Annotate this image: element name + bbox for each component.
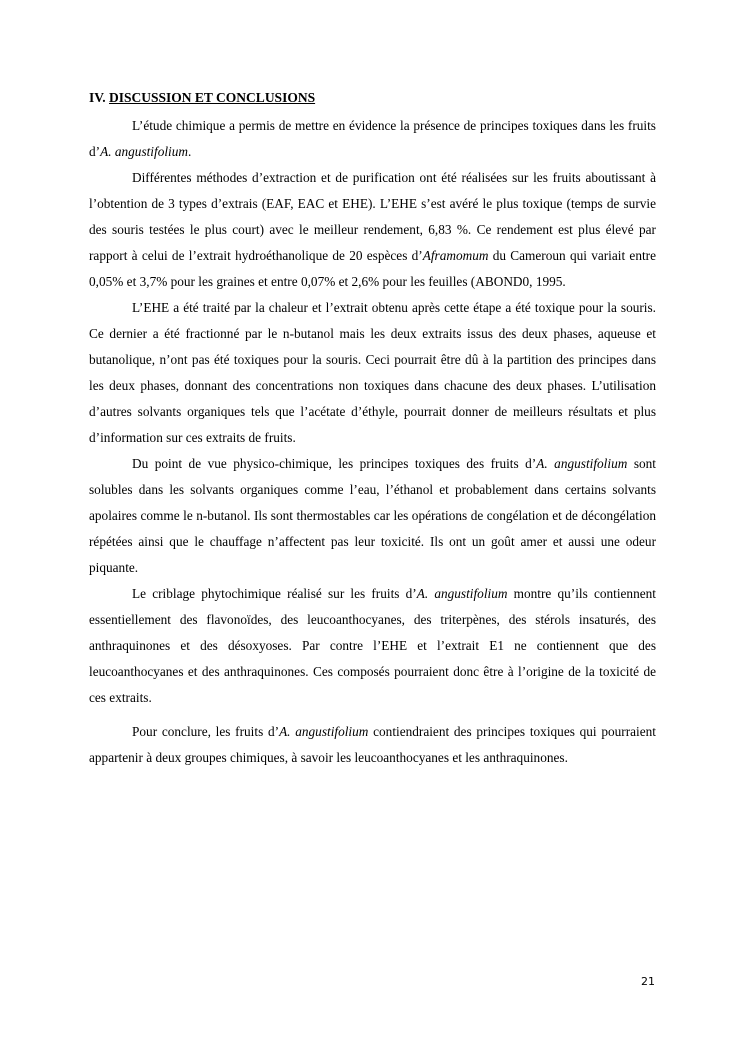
paragraph-physico-chemical <box>89 451 656 581</box>
text-run: Le criblage phytochimique réalisé sur les fruits d’ <box>132 586 417 601</box>
text-run: Pour conclure, les fruits d’ <box>132 724 280 739</box>
species-name-italic: A. angustifolium <box>100 144 188 159</box>
text-run: . <box>188 144 192 159</box>
page-number: 21 <box>641 975 655 988</box>
paragraph-phytochemical-screening <box>89 581 656 711</box>
species-name-italic: A. angustifolium <box>536 456 628 471</box>
page-body <box>89 87 656 771</box>
paragraph-conclusion <box>89 719 656 771</box>
section-heading <box>89 87 656 109</box>
text-run: L’étude chimique a permis de mettre en évidence la présence de principes toxiques dans les fruits d’ <box>89 118 656 159</box>
section-title: DISCUSSION ET CONCLUSIONS <box>109 90 316 105</box>
species-name-italic: A. angustifolium <box>416 586 508 601</box>
section-number: IV. <box>89 90 110 105</box>
species-name-italic: Aframomum <box>422 248 489 263</box>
text-run: Du point de vue physico-chimique, les principes toxiques des fruits d’ <box>132 456 537 471</box>
paragraph-chemical-study <box>89 113 656 165</box>
paragraph-extraction-methods <box>89 165 656 295</box>
text-run: contiendraient des principes toxiques qui pourraient appartenir à deux groupes chimiques, à savoir les leucoanthocyanes et les anthraquinones. <box>89 724 656 765</box>
text-run: du Cameroun qui variait entre 0,05% et 3,7% pour les graines et entre 0,07% et 2,6% pour les feuilles (ABOND0, 1995. <box>89 248 656 289</box>
paragraph-heat-treatment <box>89 295 656 451</box>
text-run: L’EHE a été traité par la chaleur et l’extrait obtenu après cette étape a été toxique pour la souris. Ce dernier a été fractionné par le n-butanol mais les deux extraits issus des deux phases, aqueuse et butanolique, n’ont pas été toxiques pour la souris. Ceci pourrait être dû à la partition des principes dans les deux phases, donnant des concentrations non toxiques dans chacune des deux phases. L’utilisation d’autres solvants organiques tels que l’acétate d’éthyle, pourrait donner de meilleurs résultats et plus d’information sur ces extraits de fruits. <box>89 300 656 445</box>
species-name-italic: A. angustifolium <box>279 724 369 739</box>
text-run: montre qu’ils contiennent essentiellement des flavonoïdes, des leucoanthocyanes, des triterpènes, des stérols insaturés, des anthraquinones et des désoxyoses. Par contre l’EHE et l’extrait E1 ne contiennent que des leucoanthocyanes et des anthraquinones. Ces composés pourraient donc être à l’origine de la toxicité de ces extraits. <box>89 586 656 705</box>
text-run: Différentes méthodes d’extraction et de purification ont été réalisées sur les fruits aboutissant à l’obtention de 3 types d’extrais (EAF, EAC et EHE). L’EHE s’est avéré le plus toxique (temps de survie des souris testées le plus court) avec le meilleur rendement, 6,83 %. Ce rendement est plus élevé par rapport à celui de l’extrait hydroéthanolique de 20 espèces d’ <box>89 170 656 263</box>
text-run: sont solubles dans les solvants organiques comme l’eau, l’éthanol et probablement dans certains solvants apolaires comme le n-butanol. Ils sont thermostables car les opérations de congélation et de décongélation répétées ainsi que le chauffage n’affectent pas leur toxicité. Ils ont un goût amer et aussi une odeur piquante. <box>89 456 656 575</box>
